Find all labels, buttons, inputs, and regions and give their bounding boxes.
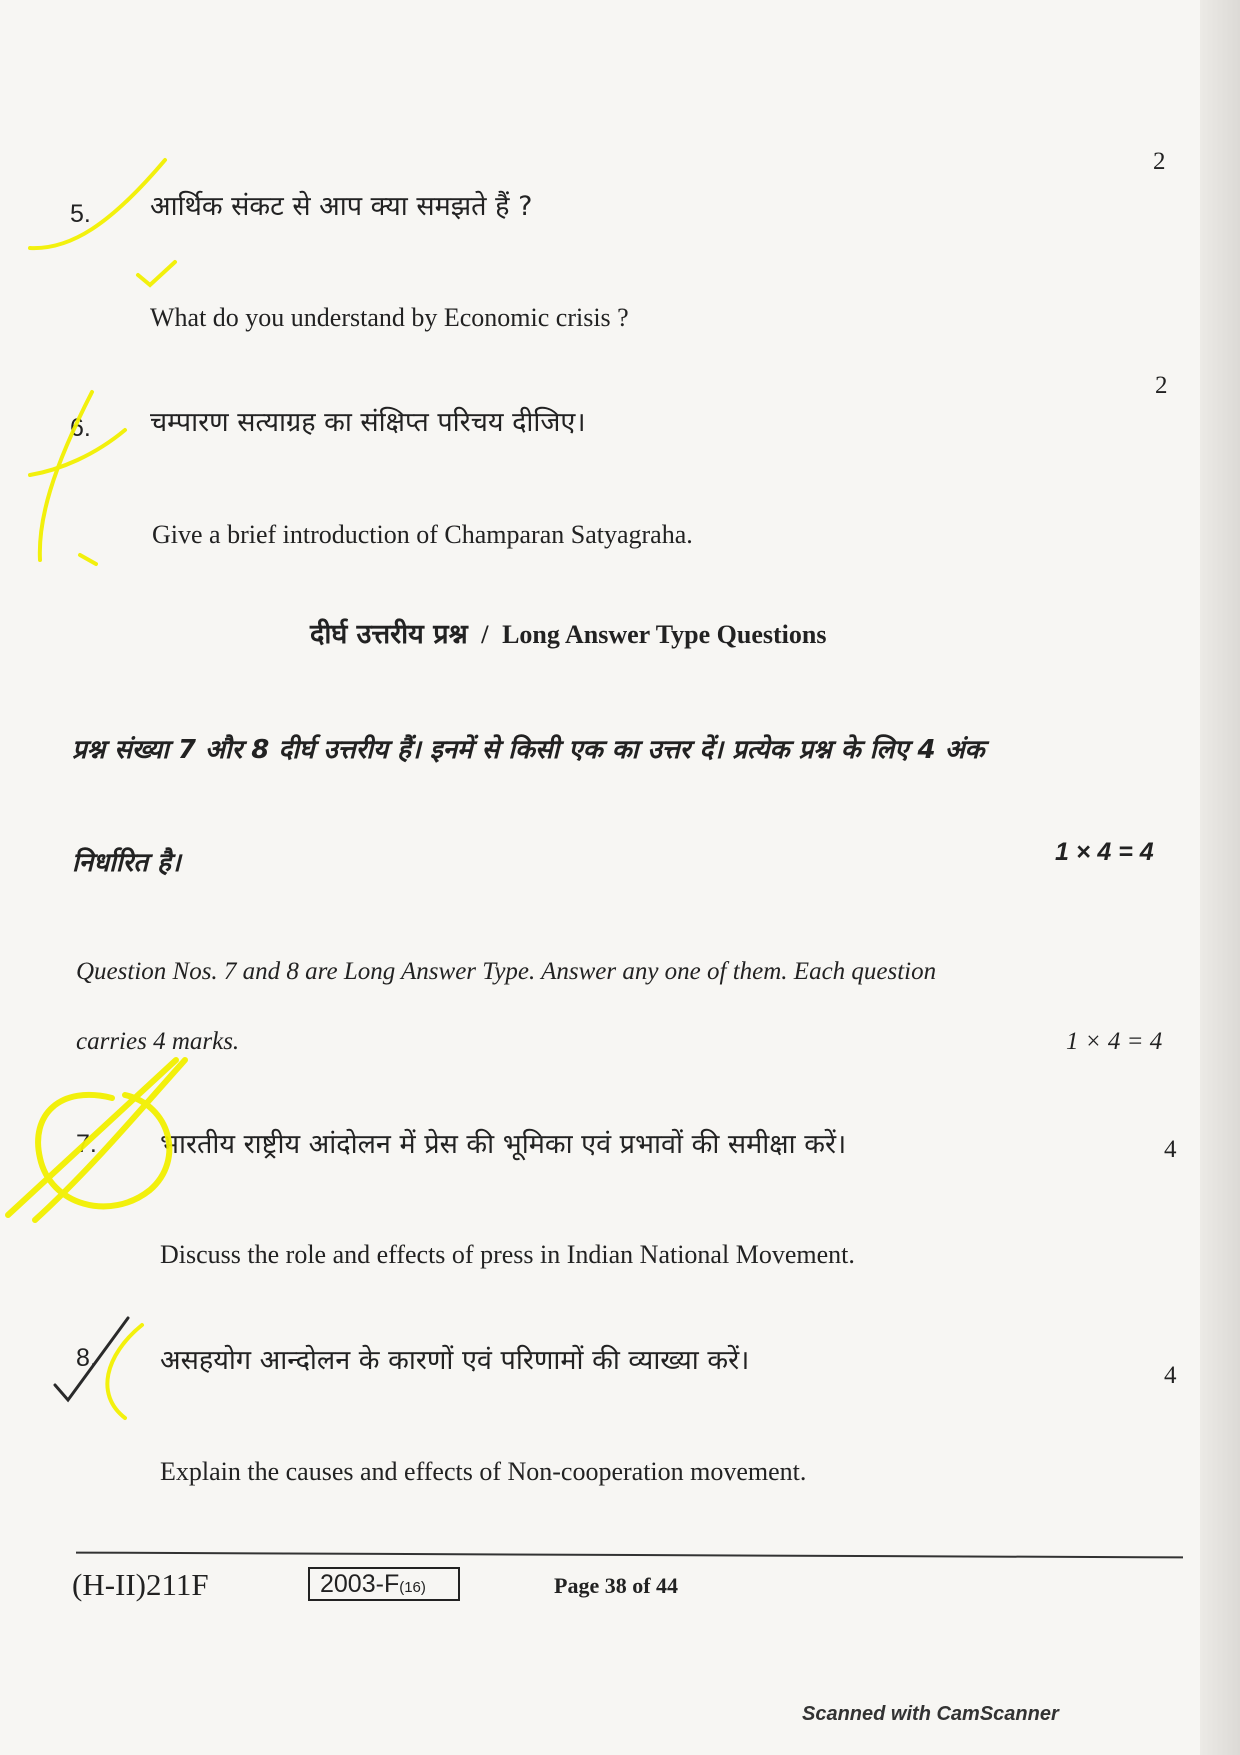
- footer-box-code: [308, 1567, 460, 1601]
- page-edge-shadow: [1200, 0, 1240, 1755]
- section-heading-hindi: दीर्घ उत्तरीय प्रश्न: [310, 619, 468, 650]
- instruction-hindi-line2: निर्धारित है।: [72, 848, 181, 878]
- q8-english-text: Explain the causes and effects of Non-cooperation movement.: [160, 1457, 807, 1486]
- q5-marks: 2: [1153, 148, 1166, 175]
- q6-marks: 2: [1155, 372, 1168, 399]
- instruction-english-line2: carries 4 marks.: [76, 1028, 240, 1055]
- instruction-english-line1: Question Nos. 7 and 8 are Long Answer Type. Answer any one of them. Each question: [76, 958, 937, 985]
- q5-hindi-text: आर्थिक संकट से आप क्या समझते हैं ?: [150, 191, 533, 222]
- q8-marks: 4: [1164, 1362, 1177, 1389]
- q7-english-text: Discuss the role and effects of press in Indian National Movement.: [160, 1240, 855, 1269]
- section-heading: [310, 614, 826, 651]
- q6-number: 6.: [70, 414, 91, 442]
- q6-english-text: Give a brief introduction of Champaran Satyagraha.: [152, 520, 693, 549]
- footer-paper-code: (H-II)211F: [72, 1567, 209, 1602]
- footer-box-code-sub: (16): [399, 1579, 426, 1596]
- q7-hindi-text: भारतीय राष्ट्रीय आंदोलन में प्रेस की भूमिका एवं प्रभावों की समीक्षा करें।: [160, 1129, 847, 1160]
- camscanner-watermark: Scanned with CamScanner: [802, 1703, 1059, 1725]
- footer-box-code-main: 2003-F: [320, 1570, 400, 1598]
- q6-hindi-text: चम्पारण सत्याग्रह का संक्षिप्त परिचय दीजिए।: [150, 407, 586, 438]
- footer-page-number: Page 38 of 44: [554, 1573, 679, 1598]
- q5-number: 5.: [70, 200, 91, 228]
- section-heading-separator: /: [481, 620, 489, 649]
- q7-number: 7.: [76, 1130, 97, 1158]
- q5-english-text: What do you understand by Economic crisis ?: [150, 303, 629, 332]
- q7-marks: 4: [1164, 1136, 1177, 1163]
- instruction-english-marks: 1 × 4 = 4: [1066, 1028, 1163, 1055]
- instruction-hindi-marks: 1 × 4 = 4: [1055, 838, 1154, 866]
- q8-number: 8.: [76, 1344, 97, 1372]
- section-heading-english: Long Answer Type Questions: [502, 620, 827, 649]
- q8-hindi-text: असहयोग आन्दोलन के कारणों एवं परिणामों की व्याख्या करें।: [160, 1345, 750, 1376]
- instruction-hindi-line1: प्रश्न संख्या 7 और 8 दीर्घ उत्तरीय हैं। इनमें से किसी एक का उत्तर दें। प्रत्येक प्रश्न के लिए 4 अंक: [72, 735, 985, 765]
